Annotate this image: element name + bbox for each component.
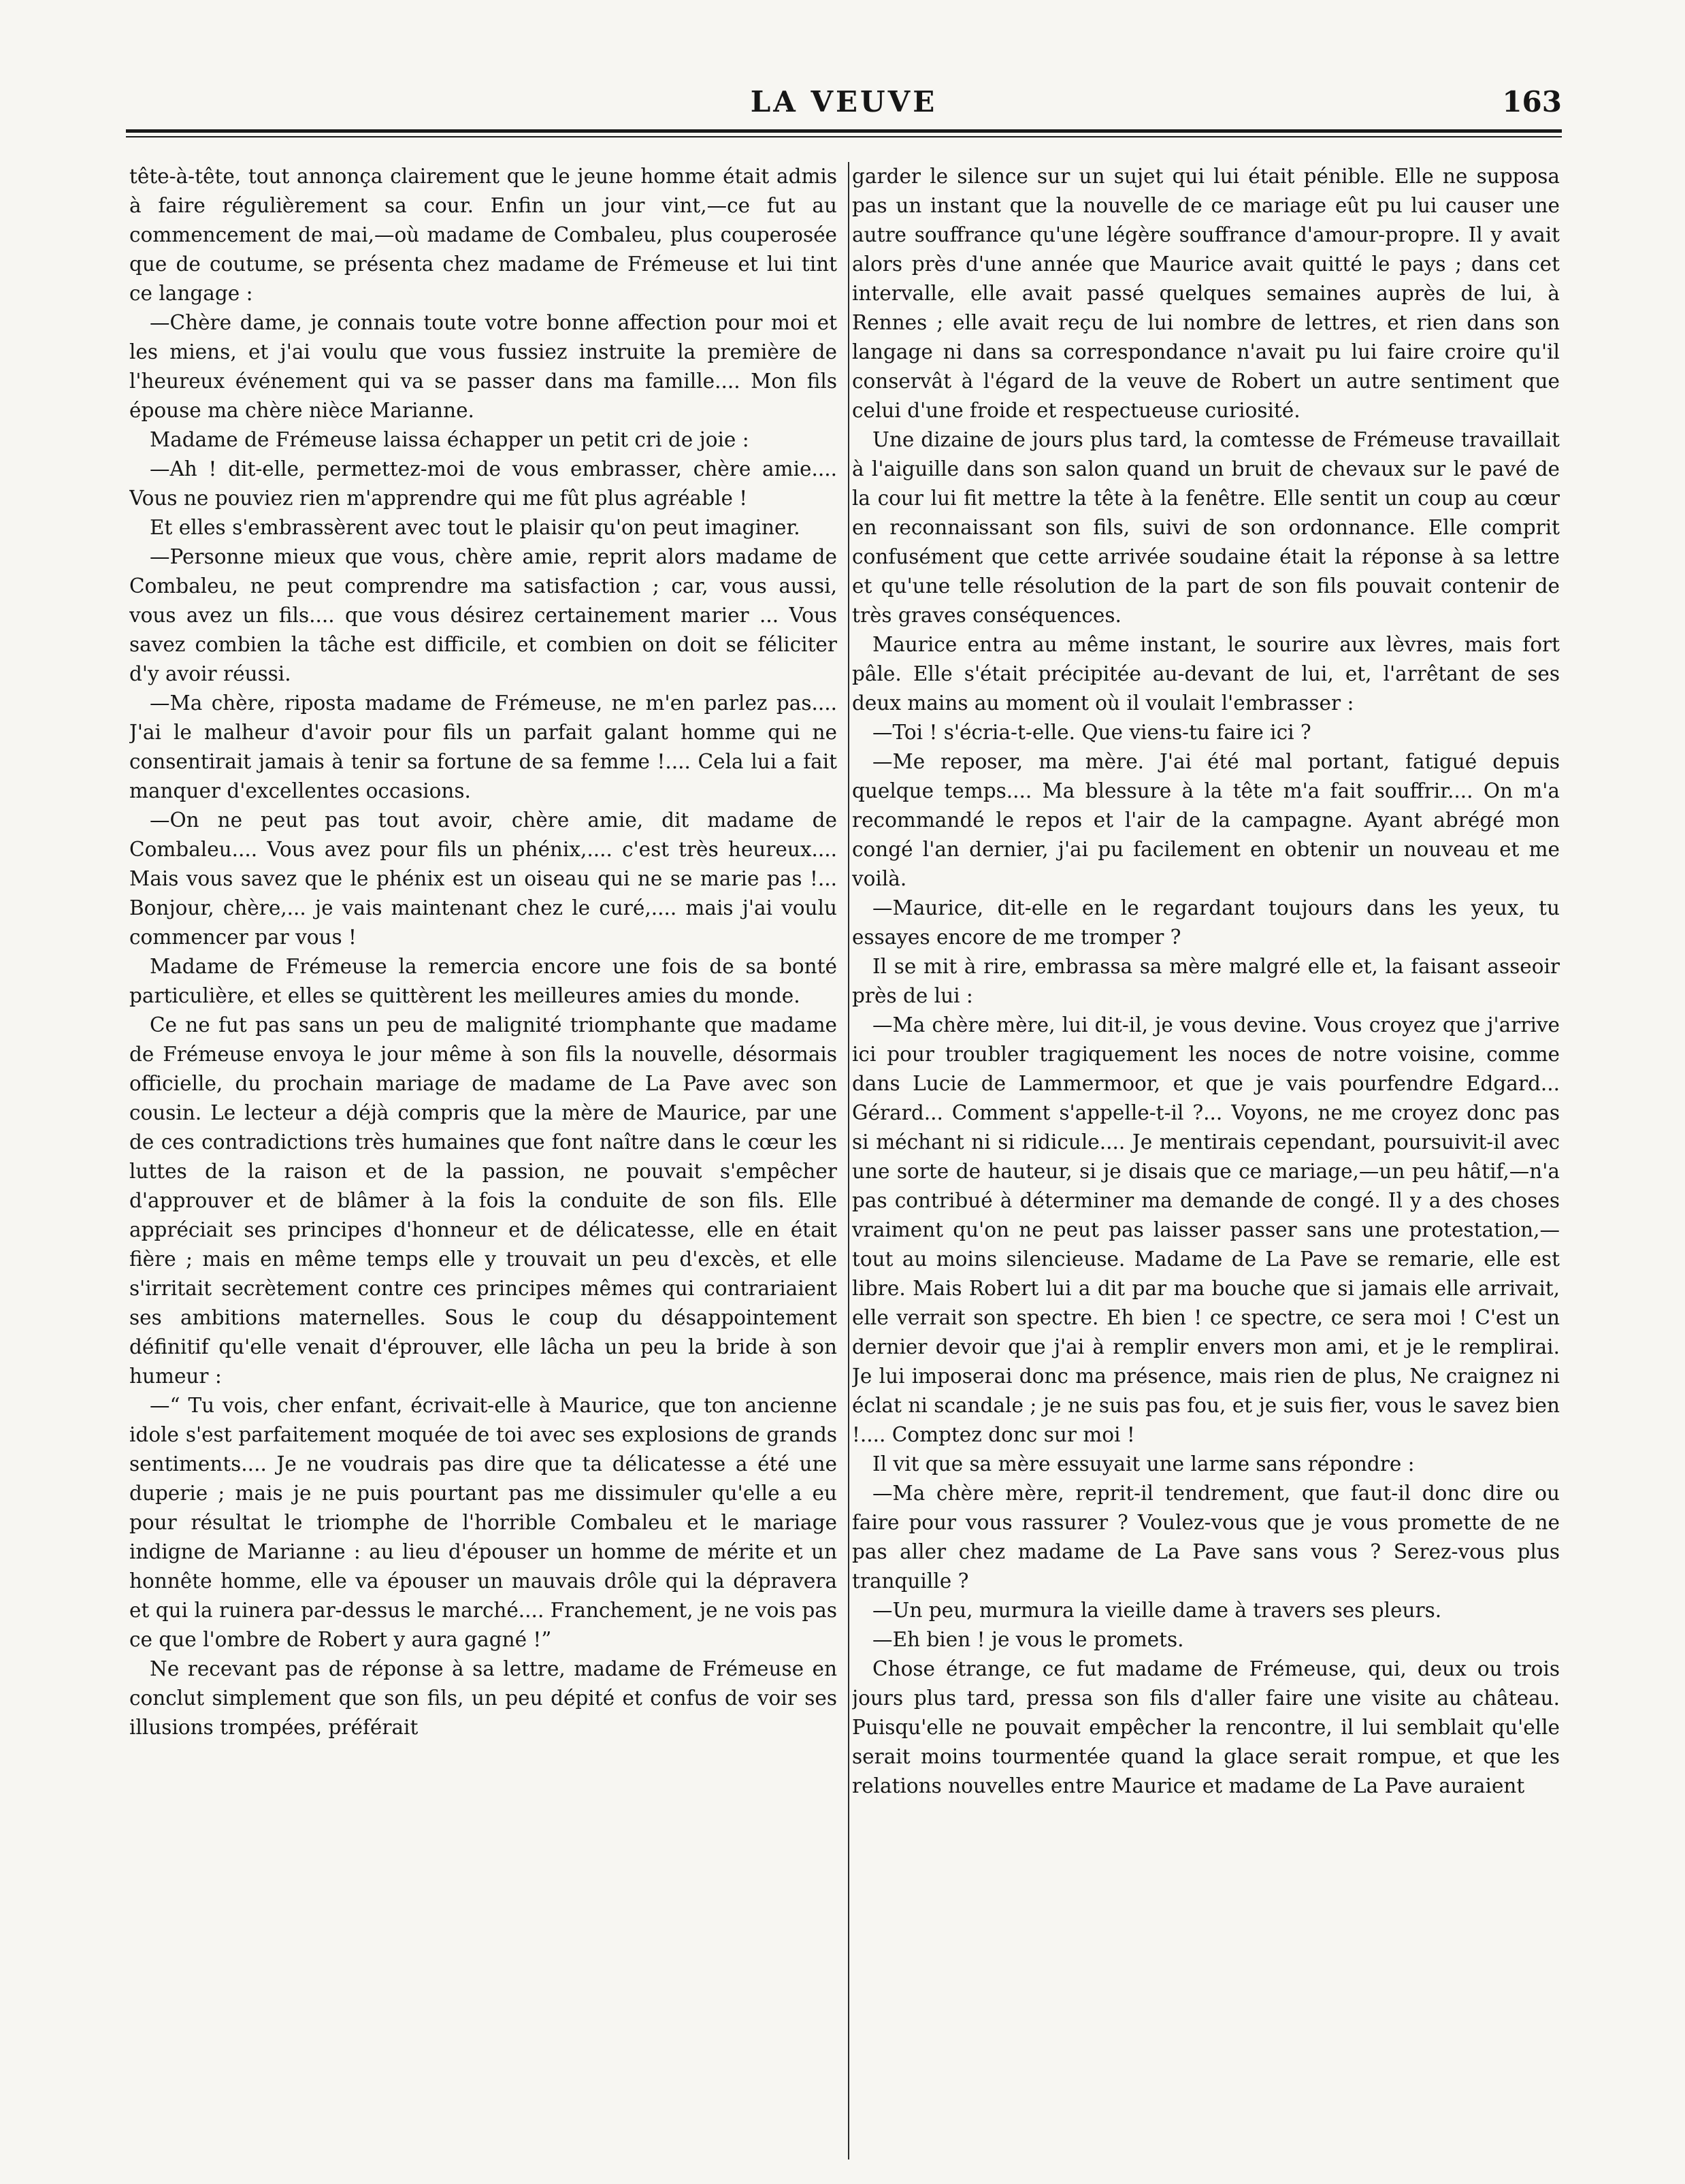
column-divider [848, 162, 849, 2159]
paragraph: Maurice entra au même instant, le sourire aux lèvres, mais fort pâle. Elle s'était précipitée au-devant de lui, et, l'arrêtant de ses deux mains au moment où il voulait l'embrasser : [852, 633, 1560, 715]
running-title: LA VEUVE [750, 85, 938, 118]
paragraph: Une dizaine de jours plus tard, la comtesse de Frémeuse travaillait à l'aiguille dans son salon quand un bruit de chevaux sur le pavé de la cour lui fit mettre la tête à la fenêtre. Elle sentit un coup au cœur en reconnaissant son fils, suivi de son ordonnance. Elle comprit confusément que cette arrivée soudaine était la réponse à sa lettre et qu'une telle résolution de la part de son fils pouvait contenir de très graves conséquences. [852, 428, 1560, 627]
paragraph: —On ne peut pas tout avoir, chère amie, dit madame de Combaleu.... Vous avez pour fils un phénix,.... c'est très heureux.... Mais vous savez que le phénix est un oiseau qui ne se marie pas !... Bonjour, chère,... je vais maintenant chez le curé,.... mais j'ai voulu commencer par vous ! [129, 809, 837, 949]
paragraph: garder le silence sur un sujet qui lui était pénible. Elle ne supposa pas un instant que la nouvelle de ce mariage eût pu lui causer une autre souffrance qu'une légère souffrance d'amour-propre. Il y avait alors près d'une année que Maurice avait quitté le pays ; dans cet intervalle, elle avait passé quelques semaines auprès de lui, à Rennes ; elle avait reçu de lui nombre de lettres, et rien dans son langage ni dans sa correspondance n'avait pu lui faire croire qu'il conservât à l'égard de la veuve de Robert un autre sentiment que celui d'une froide et respectueuse curiosité. [852, 165, 1560, 422]
paragraph: —Toi ! s'écria-t-elle. Que viens-tu faire ici ? [872, 721, 1311, 744]
paragraph: —Eh bien ! je vous le promets. [872, 1628, 1184, 1651]
paragraph: Madame de Frémeuse laissa échapper un petit cri de joie : [150, 428, 749, 451]
paragraph: tête-à-tête, tout annonça clairement que le jeune homme était admis à faire régulièrement sa cour. Enfin un jour vint,—ce fut au commencement de mai,—où madame de Combaleu, plus couperosée que de coutume, se présenta chez madame de Frémeuse et lui tint ce langage : [129, 165, 837, 305]
paragraph: —Un peu, murmura la vieille dame à travers ses pleurs. [872, 1599, 1442, 1622]
paragraph: —Ma chère mère, reprit-il tendrement, que faut-il donc dire ou faire pour vous rassurer ? Voulez-vous que je vous promette de ne pas aller chez madame de La Pave sans vous ? Serez-vous plus tranquille ? [852, 1482, 1560, 1593]
paragraph: —Chère dame, je connais toute votre bonne affection pour moi et les miens, et j'ai voulu que vous fussiez instruite la première de l'heureux événement qui va se passer dans ma famille.... Mon fils épouse ma chère nièce Marianne. [129, 311, 837, 422]
paragraph: —Ma chère, riposta madame de Frémeuse, ne m'en parlez pas.... J'ai le malheur d'avoir pour fils un parfait galant homme qui ne consentirait jamais à tenir sa fortune de sa femme !.... Cela lui a fait manquer d'excellentes occasions. [129, 691, 837, 802]
paragraph: Madame de Frémeuse la remercia encore une fois de sa bonté particulière, et elles se quittèrent les meilleures amies du monde. [129, 955, 837, 1007]
right-column [852, 162, 1560, 2159]
paragraph: Et elles s'embrassèrent avec tout le plaisir qu'on peut imaginer. [150, 516, 800, 539]
header-rule-thick [126, 129, 1562, 133]
paragraph: —Ah ! dit-elle, permettez-moi de vous embrasser, chère amie.... Vous ne pouviez rien m'apprendre qui me fût plus agréable ! [129, 457, 837, 510]
paragraph: Il vit que sa mère essuyait une larme sans répondre : [872, 1452, 1415, 1476]
paragraph: Il se mit à rire, embrassa sa mère malgré elle et, la faisant asseoir près de lui : [852, 955, 1560, 1007]
header-rule-thin [126, 136, 1562, 137]
page-number: 163 [1502, 85, 1562, 118]
paragraph: —Personne mieux que vous, chère amie, reprit alors madame de Combaleu, ne peut comprendre ma satisfaction ; car, vous aussi, vous avez un fils.... que vous désirez certainement marier ... Vous savez combien la tâche est difficile, et combien on doit se féliciter d'y avoir réussi. [129, 545, 837, 685]
page-header [126, 78, 1562, 127]
paragraph: —Maurice, dit-elle en le regardant toujours dans les yeux, tu essayes encore de me tromper ? [852, 896, 1560, 949]
paragraph: —“ Tu vois, cher enfant, écrivait-elle à Maurice, que ton ancienne idole s'est parfaitement moquée de toi avec ses explosions de grands sentiments.... Je ne voudrais pas dire que ta délicatesse a été une duperie ; mais je ne puis pourtant pas me dissimuler qu'elle a eu pour résultat le triomphe de l'horrible Combaleu et le mariage indigne de Marianne : au lieu d'épouser un homme de mérite et un honnête homme, elle va épouser un mauvais drôle qui la dépravera et qui la ruinera par-dessus le marché.... Franchement, je ne vois pas ce que l'ombre de Robert y aura gagné !” [129, 1394, 837, 1651]
paragraph: —Ma chère mère, lui dit-il, je vous devine. Vous croyez que j'arrive ici pour troubler tragiquement les noces de notre voisine, comme dans Lucie de Lammermoor, et que je vais pourfendre Edgard... Gérard... Comment s'appelle-t-il ?... Voyons, ne me croyez donc pas si méchant ni si ridicule.... Je mentirais cependant, poursuivit-il avec une sorte de hauteur, si je disais que ce mariage,—un peu hâtif,—n'a pas contribué à déterminer ma demande de congé. Il y a des choses vraiment qu'on ne peut pas laisser passer sans une protestation,—tout au moins silencieuse. Madame de La Pave se remarie, elle est libre. Mais Robert lui a dit par ma bouche que si jamais elle arrivait, elle verrait son spectre. Eh bien ! ce spectre, ce sera moi ! C'est un dernier devoir que j'ai à remplir envers mon ami, et je le remplirai. Je lui imposerai donc ma présence, mais rien de plus, Ne craignez ni éclat ni scandale ; je ne suis pas fou, et je suis fier, vous le savez bien !.... Comptez donc sur moi ! [852, 1013, 1560, 1446]
left-column [129, 162, 837, 2159]
paragraph: Ne recevant pas de réponse à sa lettre, madame de Frémeuse en conclut simplement que son fils, un peu dépité et confus de voir ses illusions trompées, préférait [129, 1657, 837, 1739]
paragraph: Ce ne fut pas sans un peu de malignité triomphante que madame de Frémeuse envoya le jour même à son fils la nouvelle, désormais officielle, du prochain mariage de madame de La Pave avec son cousin. Le lecteur a déjà compris que la mère de Maurice, par une de ces contradictions très humaines que font naître dans le cœur les luttes de la raison et de la passion, ne pouvait s'empêcher d'approuver et de blâmer à la fois la conduite de son fils. Elle appréciait ses principes d'honneur et de délicatesse, elle en était fière ; mais en même temps elle y trouvait un peu d'excès, et elle s'irritait secrètement contre ces principes mêmes qui contrariaient ses ambitions maternelles. Sous le coup du désappointement définitif qu'elle venait d'éprouver, elle lâcha un peu la bride à son humeur : [129, 1013, 837, 1388]
paragraph: Chose étrange, ce fut madame de Frémeuse, qui, deux ou trois jours plus tard, pressa son fils d'aller faire une visite au château. Puisqu'elle ne pouvait empêcher la rencontre, il lui semblait qu'elle serait moins tourmentée quand la glace serait rompue, et que les relations nouvelles entre Maurice et madame de La Pave auraient [852, 1657, 1560, 1797]
paragraph: —Me reposer, ma mère. J'ai été mal portant, fatigué depuis quelque temps.... Ma blessure à la tête m'a fait souffrir.... On m'a recommandé le repos et l'air de la campagne. Ayant abrégé mon congé l'an dernier, j'ai pu facilement en obtenir un nouveau et me voilà. [852, 750, 1560, 890]
